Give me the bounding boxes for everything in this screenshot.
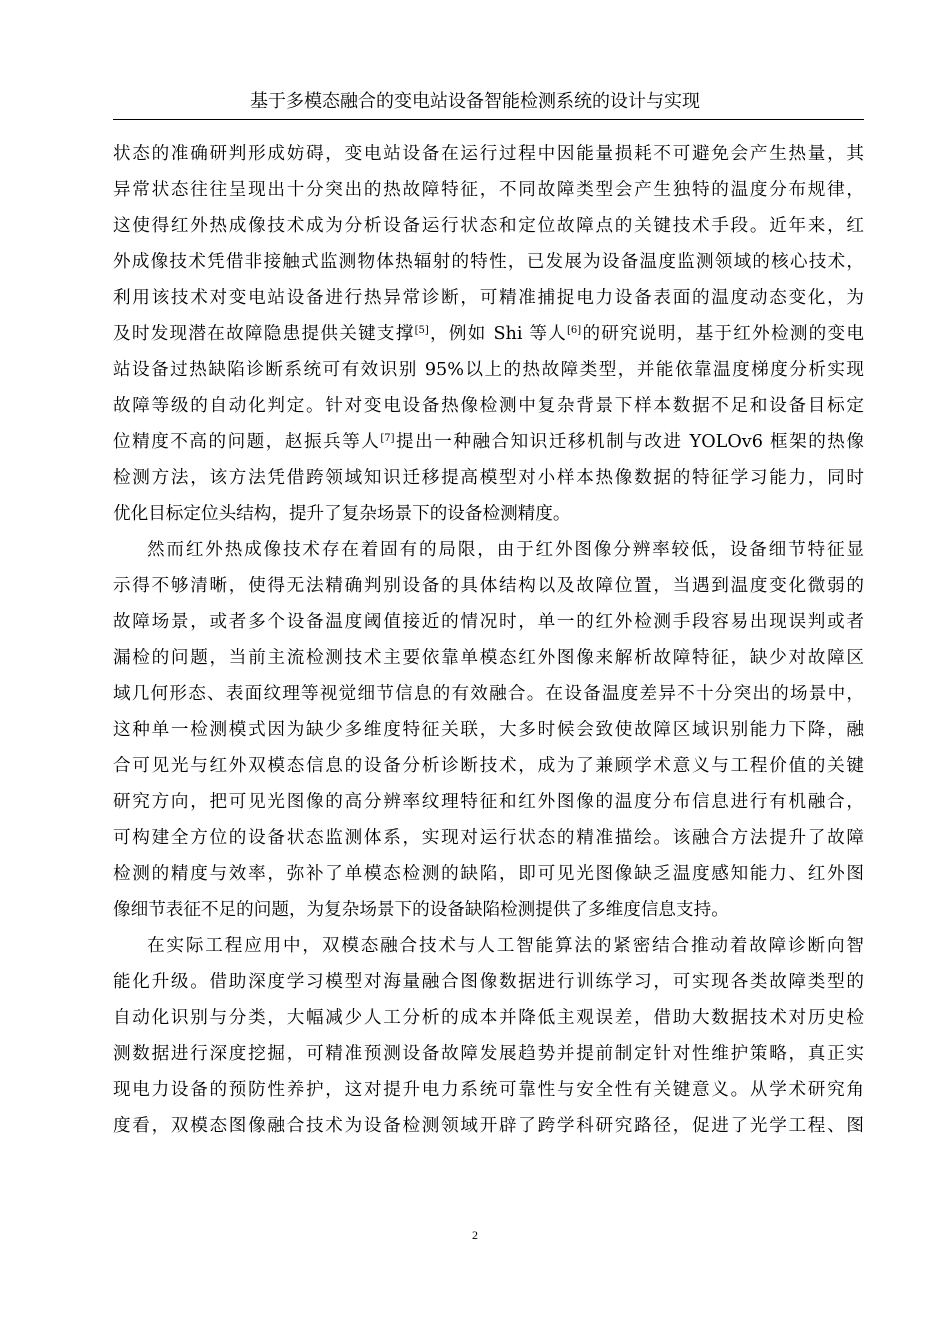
page-number: 2 <box>472 1228 478 1242</box>
text-run: 域几何形态、表面纹理等视觉细节信息的有效融合。在设备温度差异不十分突出的场景中， <box>113 684 864 704</box>
citation-ref: [6] <box>567 325 582 336</box>
text-line <box>113 748 864 784</box>
text-run: 异常状态往往呈现出十分突出的热故障特征，不同故障类型会产生独特的温度分布规律， <box>113 180 864 200</box>
text-run: 现电力设备的预防性养护，这对提升电力系统可靠性与安全性有关键意义。从学术研究角 <box>113 1080 864 1100</box>
text-run: 提出一种融合知识迁移机制与改进 YOLOv6 框架的热像 <box>394 432 864 452</box>
text-line <box>113 784 864 820</box>
text-run: 状态的准确研判形成妨碍，变电站设备在运行过程中因能量损耗不可避免会产生热量，其 <box>113 144 864 164</box>
text-run: 自动化识别与分类，大幅减少人工分析的成本并降低主观误差，借助大数据技术对历史检 <box>113 1008 864 1028</box>
text-run: 故障等级的自动化判定。针对变电设备热像检测中复杂背景下样本数据不足和设备目标定 <box>113 396 864 416</box>
text-run: 示得不够清晰，使得无法精确判别设备的具体结构以及故障位置，当遇到温度变化微弱的 <box>113 576 864 596</box>
text-line <box>113 892 864 928</box>
text-line <box>113 532 864 568</box>
text-run: 站设备过热缺陷诊断系统可有效识别 95%以上的热故障类型，并能依靠温度梯度分析实现 <box>113 360 864 380</box>
text-run: 利用该技术对变电站设备进行热异常诊断，可精准捕捉电力设备表面的温度动态变化，为 <box>113 288 864 308</box>
text-line <box>113 856 864 892</box>
text-line <box>113 1108 864 1144</box>
text-run: 这使得红外热成像技术成为分析设备运行状态和定位故障点的关键技术手段。近年来，红 <box>113 216 864 236</box>
text-run: 然而红外热成像技术存在着固有的局限，由于红外图像分辨率较低，设备细节特征显 <box>147 540 864 560</box>
text-line <box>113 568 864 604</box>
text-line <box>113 712 864 748</box>
text-run: 这种单一检测模式因为缺少多维度特征关联，大多时候会致使故障区域识别能力下降，融 <box>113 720 864 740</box>
paragraph <box>113 532 864 928</box>
text-run: 在实际工程应用中，双模态融合技术与人工智能算法的紧密结合推动着故障诊断向智 <box>147 936 864 956</box>
citation-ref: [5] <box>414 325 429 336</box>
body-text <box>113 136 864 1144</box>
paragraph <box>113 136 864 532</box>
text-line <box>113 352 864 388</box>
text-line <box>113 1036 864 1072</box>
text-run: 故障场景，或者多个设备温度阈值接近的情况时，单一的红外检测手段容易出现误判或者 <box>113 612 864 632</box>
text-line <box>113 136 864 172</box>
paragraph <box>113 928 864 1144</box>
text-line <box>113 424 864 460</box>
running-header-title: 基于多模态融合的变电站设备智能检测系统的设计与实现 <box>250 91 700 112</box>
text-run: 外成像技术凭借非接触式监测物体热辐射的特性，已发展为设备温度监测领域的核心技术， <box>113 252 864 272</box>
text-run: 像细节表征不足的问题，为复杂场景下的设备缺陷检测提供了多维度信息支持。 <box>113 900 729 920</box>
text-run: 优化目标定位头结构，提升了复杂场景下的设备检测精度。 <box>113 504 571 524</box>
text-line <box>113 1072 864 1108</box>
text-line <box>113 820 864 856</box>
text-run: ，例如 Shi 等人 <box>428 324 568 344</box>
text-run: 研究方向，把可见光图像的高分辨率纹理特征和红外图像的温度分布信息进行有机融合， <box>113 792 864 812</box>
text-run: 能化升级。借助深度学习模型对海量融合图像数据进行训练学习，可实现各类故障类型的 <box>113 972 864 992</box>
text-line <box>113 280 864 316</box>
text-line <box>113 964 864 1000</box>
text-run: 可构建全方位的设备状态监测体系，实现对运行状态的精准描绘。该融合方法提升了故障 <box>113 828 864 848</box>
text-line <box>113 388 864 424</box>
text-line <box>113 244 864 280</box>
text-line <box>113 172 864 208</box>
text-run: 度看，双模态图像融合技术为设备检测领域开辟了跨学科研究路径，促进了光学工程、图 <box>113 1116 864 1136</box>
text-line <box>113 460 864 496</box>
text-line <box>113 496 864 532</box>
text-line <box>113 676 864 712</box>
text-run: 的研究说明，基于红外检测的变电 <box>581 324 864 344</box>
text-line <box>113 208 864 244</box>
text-run: 合可见光与红外双模态信息的设备分析诊断技术，成为了兼顾学术意义与工程价值的关键 <box>113 756 864 776</box>
text-line <box>113 640 864 676</box>
text-line <box>113 604 864 640</box>
text-run: 检测方法，该方法凭借跨领域知识迁移提高模型对小样本热像数据的特征学习能力，同时 <box>113 468 864 488</box>
header-divider <box>113 119 864 120</box>
text-run: 测数据进行深度挖掘，可精准预测设备故障发展趋势并提前制定针对性维护策略，真正实 <box>113 1044 864 1064</box>
text-line <box>113 1000 864 1036</box>
text-run: 位精度不高的问题，赵振兵等人 <box>113 432 381 452</box>
text-run: 检测的精度与效率，弥补了单模态检测的缺陷，即可见光图像缺乏温度感知能力、红外图 <box>113 864 864 884</box>
text-line <box>113 928 864 964</box>
citation-ref: [7] <box>380 433 395 444</box>
text-line <box>113 316 864 352</box>
text-run: 及时发现潜在故障隐患提供关键支撑 <box>113 324 415 344</box>
text-run: 漏检的问题，当前主流检测技术主要依靠单模态红外图像来解析故障特征，缺少对故障区 <box>113 648 864 668</box>
